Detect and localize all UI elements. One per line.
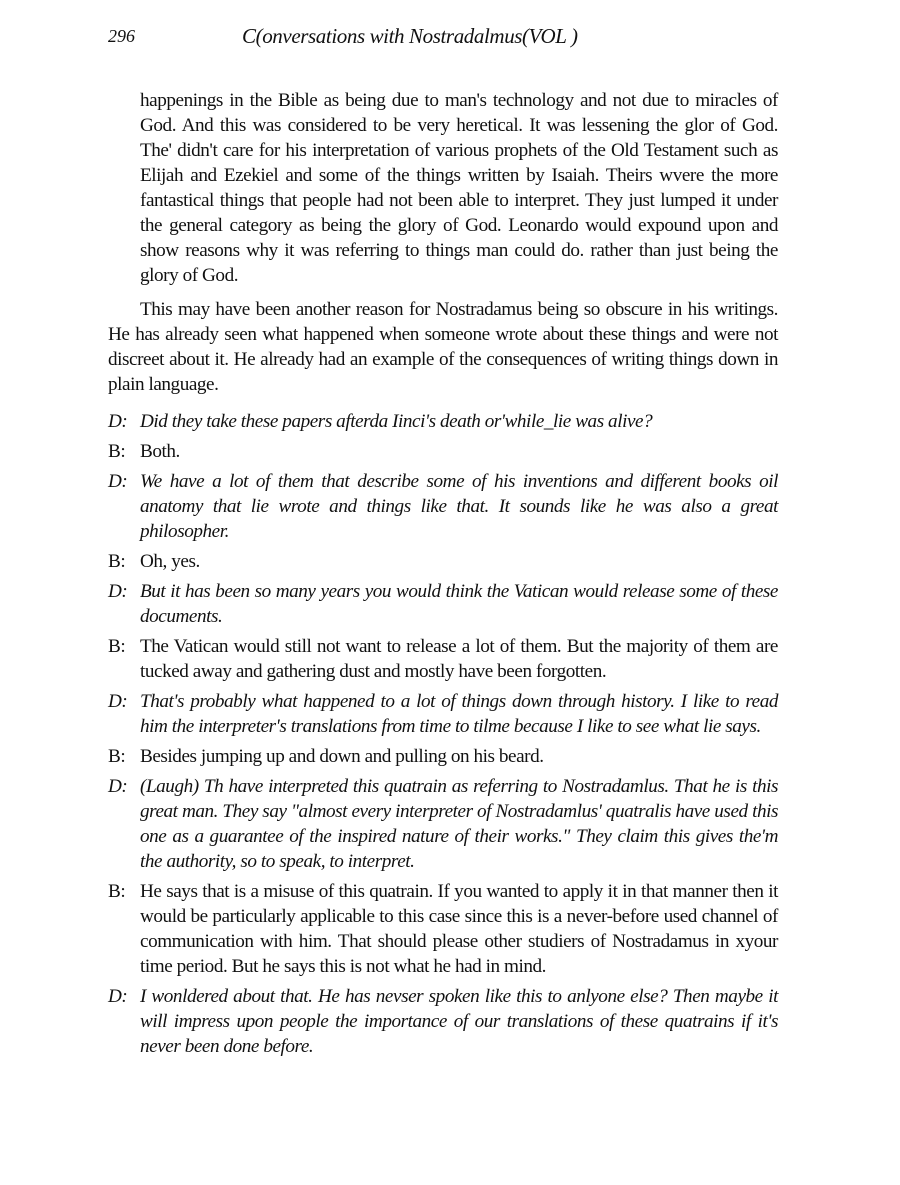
dialogue-line [108, 879, 778, 979]
dialogue-text: Oh, yes. [140, 551, 200, 572]
speaker-label: D: [108, 471, 128, 492]
dialogue-line [108, 579, 778, 629]
paragraph: This may have been another reason for Nostradamus being so obscure in his writings. He has already seen what happened when someone wrote about these things and were not discreet about it. He already had an example of the consequences of writing things down in plain language. [108, 299, 778, 395]
dialogue-text: We have a lot of them that describe some of his inventions and different books oil anatomy that lie wrote and things like that. It sounds like he was also a great philosopher. [140, 471, 778, 542]
speaker-label: B: [108, 881, 126, 902]
dialogue-line [108, 634, 778, 684]
dialogue-text: But it has been so many years you would think the Vatican would release some of these documents. [140, 581, 778, 627]
paragraph-continued: happenings in the Bible as being due to man's technology and not due to miracles of God. And this was considered to be very heretical. It was lessening the glor of God. The' didn't care for his interpretation of various prophets of the Old Testament such as Elijah and Ezekiel and some of the things written by Isaiah. Theirs wvere the more fantastical things that people had not been able to interpret. They just lumped it under the general category as being the glory of God. Leonardo would expound upon and show reasons why it was referring to things man could do. rather than just being the glory of God. [140, 90, 778, 286]
speaker-label: D: [108, 411, 128, 432]
dialogue-text: I wonldered about that. He has nevser spoken like this to anlyone else? Then maybe it will impress upon people the importance of our translations of these quatrains if it's never been done before. [140, 986, 778, 1057]
speaker-label: B: [108, 746, 126, 767]
dialogue-text: (Laugh) Th have interpreted this quatrain as referring to Nostradamlus. That he is this great man. They say "almost every interpreter of Nostradamlus' quatralis have used this one as a guarantee of the inspired nature of their works." They claim this gives the'm the authority, so to speak, to interpret. [140, 776, 778, 872]
speaker-label: D: [108, 691, 128, 712]
dialogue-line [108, 469, 778, 544]
speaker-label: B: [108, 636, 126, 657]
dialogue-text: The Vatican would still not want to release a lot of them. But the majority of them are tucked away and gathering dust and mostly have been forgotten. [140, 636, 778, 682]
dialogue-text: Besides jumping up and down and pulling on his beard. [140, 746, 544, 767]
body-text [108, 88, 778, 1059]
dialogue-line [108, 409, 778, 434]
dialogue-text: That's probably what happened to a lot of things down through history. I like to read him the interpreter's translations from time to tilme because I like to see what lie says. [140, 691, 778, 737]
running-title: C(onversations with Nostradalmus(VOL ) [242, 24, 578, 48]
page-number: 296 [108, 26, 135, 46]
dialogue-line [108, 744, 778, 769]
dialogue-line [108, 774, 778, 874]
dialogue-text: He says that is a misuse of this quatrain. If you wanted to apply it in that manner then it would be particularly applicable to this case since this is a never-before used channel of communication with him. That should please other studiers of Nostradamus in xyour time period. But he says this is not what he had in mind. [140, 881, 778, 977]
speaker-label: D: [108, 581, 128, 602]
speaker-label: B: [108, 551, 126, 572]
dialogue-line [108, 549, 778, 574]
speaker-label: B: [108, 441, 126, 462]
dialogue-line [108, 439, 778, 464]
page-header [108, 22, 788, 52]
dialogue-text: Did they take these papers afterda Iinci's death or'while_lie was alive? [140, 411, 653, 432]
speaker-label: D: [108, 776, 128, 797]
dialogue-line [108, 984, 778, 1059]
speaker-label: D: [108, 986, 128, 1007]
dialogue-text: Both. [140, 441, 180, 462]
dialogue-line [108, 689, 778, 739]
